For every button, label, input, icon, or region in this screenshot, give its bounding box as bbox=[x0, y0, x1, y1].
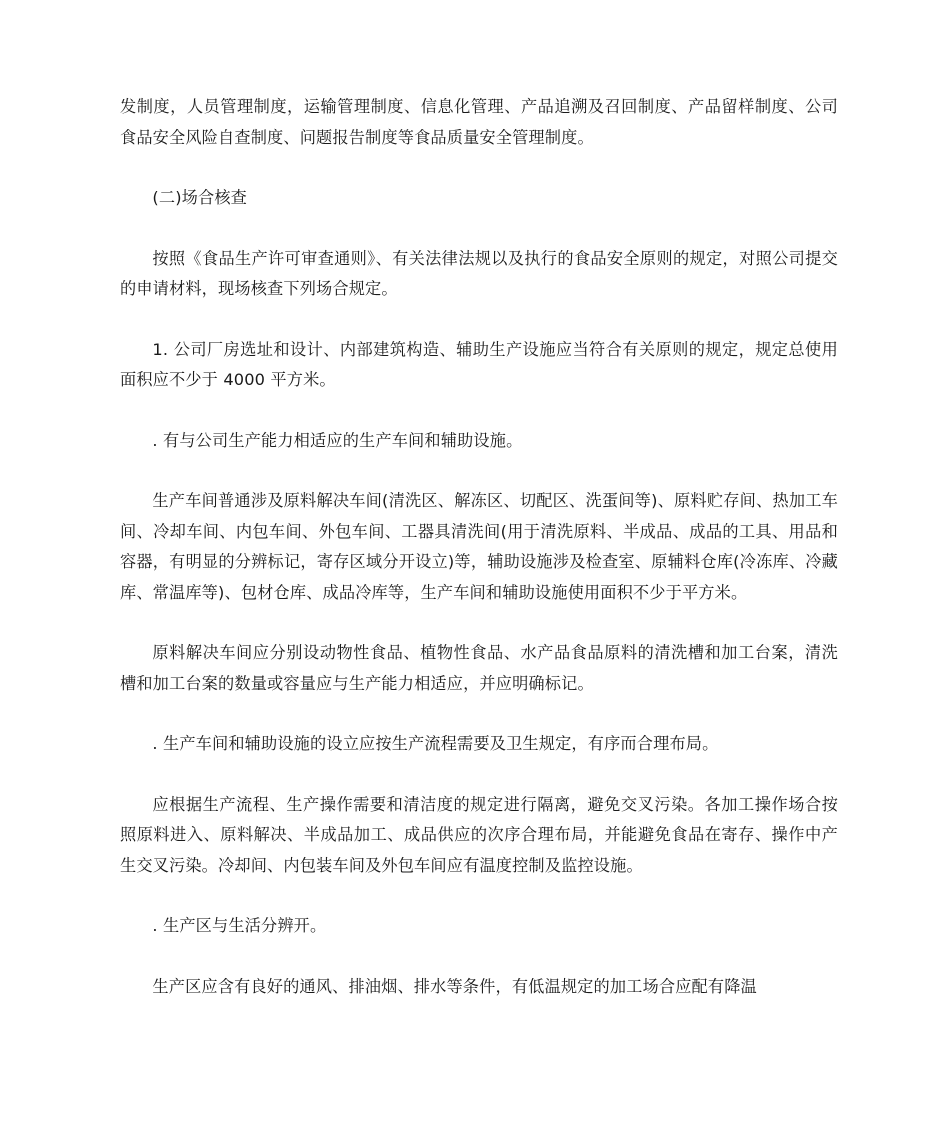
paragraph-raw-material-processing: 原料解决车间应分别设动物性食品、植物性食品、水产品食品原料的清洗槽和加工台案，清洗槽和加工台案的数量或容量应与生产能力相适应，并应明确标记。 bbox=[120, 643, 838, 693]
list-item-workshops: . 有与公司生产能力相适应的生产车间和辅助设施。 bbox=[152, 430, 523, 450]
list-item-factory-site: 1. 公司厂房选址和设计、内部建筑构造、辅助生产设施应当符合有关原则的规定，规定总使用面积应不少于 4000 平方米。 bbox=[120, 339, 838, 389]
section-heading-site-inspection: (二)场合核查 bbox=[152, 188, 248, 207]
paragraph-workshop-details: 生产车间普通涉及原料解决车间(清洗区、解冻区、切配区、洗蛋间等)、原料贮存间、热加工车间、冷却车间、内包车间、外包车间、工器具清洗间(用于清洗原料、半成品、成品的工具、用品和容器，有明显的分辨标记，寄存区域分开设立)等，辅助设施涉及检查室、原辅料仓库(冷冻库、冷藏库、常温库等)、包材仓库、成品冷库等，生产车间和辅助设施使用面积不少于平方米。 bbox=[120, 491, 838, 602]
list-item-zone-separation: . 生产区与生活分辨开。 bbox=[152, 916, 327, 935]
paragraph-ventilation: 生产区应含有良好的通风、排油烟、排水等条件，有低温规定的加工场合应配有降温 bbox=[152, 976, 757, 996]
paragraph-management-systems: 发制度，人员管理制度，运输管理制度、信息化管理、产品追溯及召回制度、产品留样制度、公司食品安全风险自查制度、问题报告制度等食品质量安全管理制度。 bbox=[120, 97, 838, 147]
document-body bbox=[120, 92, 838, 1002]
list-item-layout: . 生产车间和辅助设施的设立应按生产流程需要及卫生规定，有序而合理布局。 bbox=[152, 734, 719, 753]
paragraph-inspection-basis: 按照《食品生产许可审查通则》、有关法律法规以及执行的食品安全原则的规定，对照公司提交的申请材料，现场核查下列场合规定。 bbox=[120, 248, 838, 298]
paragraph-isolation: 应根据生产流程、生产操作需要和清洁度的规定进行隔离，避免交叉污染。各加工操作场合按照原料进入、原料解决、半成品加工、成品供应的次序合理布局，并能避免食品在寄存、操作中产生交叉污染。冷却间、内包装车间及外包车间应有温度控制及监控设施。 bbox=[120, 794, 838, 875]
